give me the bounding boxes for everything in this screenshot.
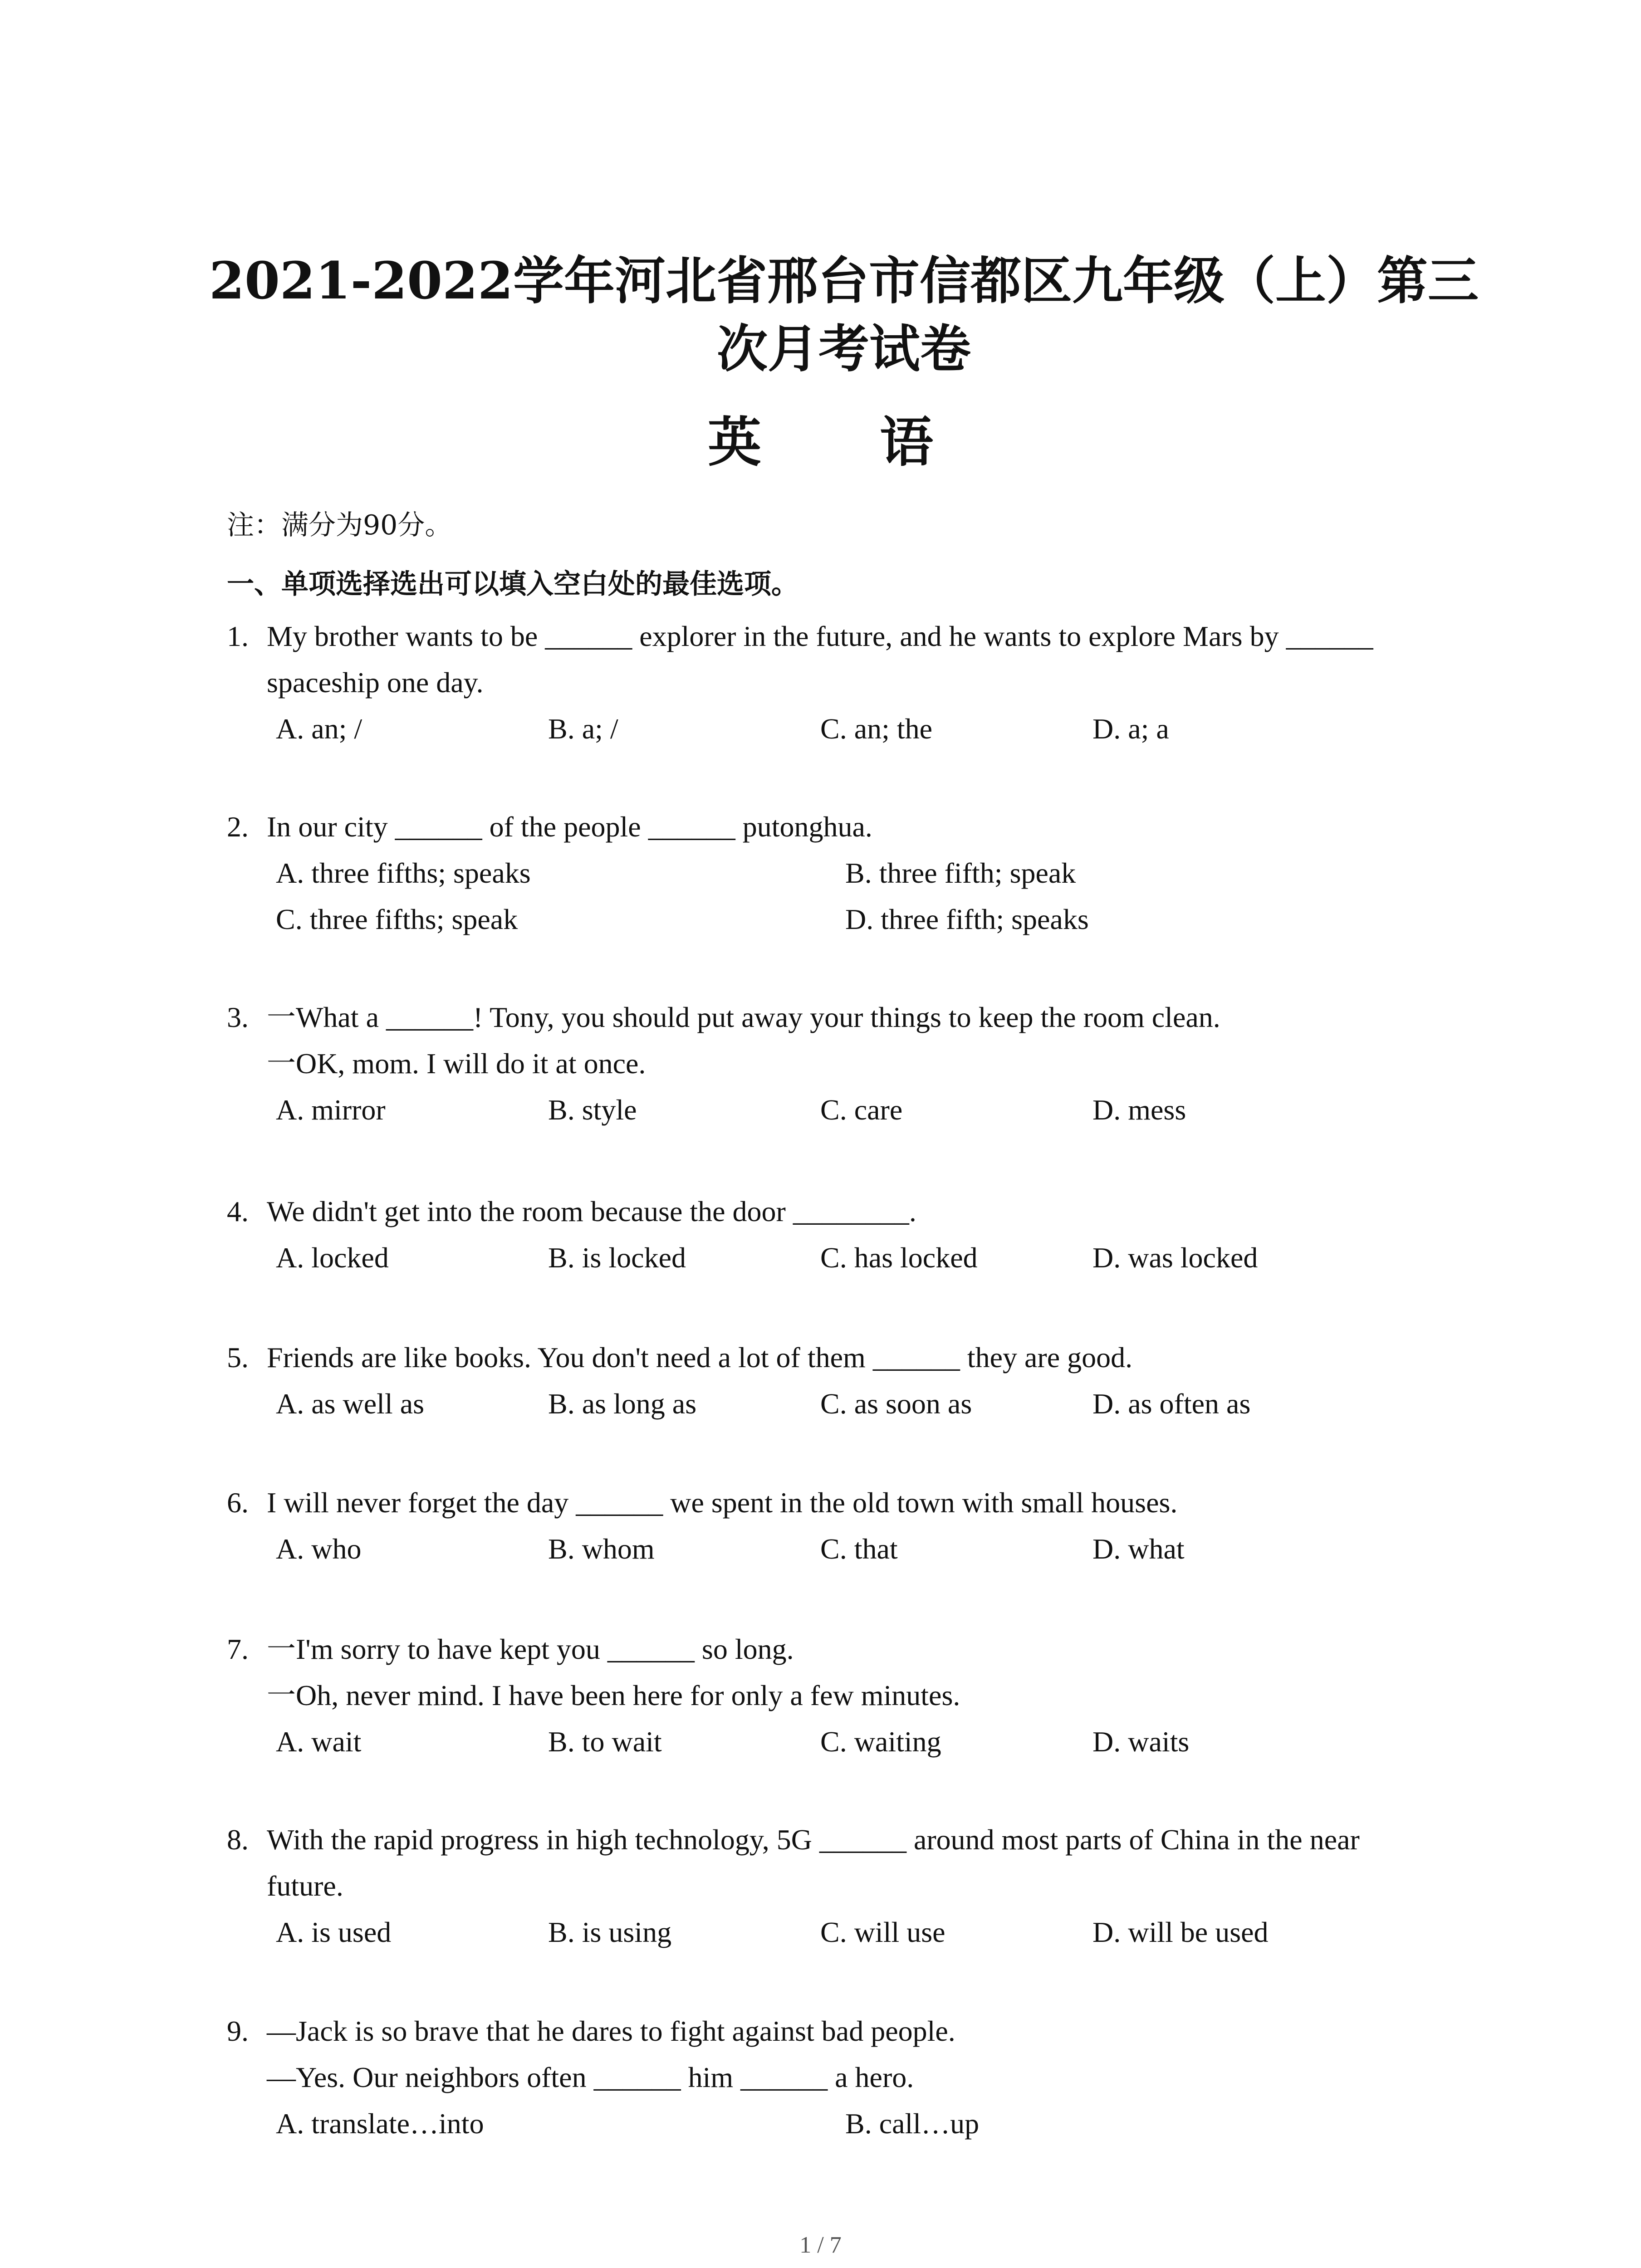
question-8 [227,1817,1461,1955]
question-stem-line: We didn't get into the room because the door ________. [267,1195,916,1227]
option-c[interactable]: C. has locked [820,1242,978,1274]
question-stem-line: My brother wants to be ______ explorer in the future, and he wants to explore Mars by ______ [267,620,1373,652]
option-row [276,706,1461,752]
option-row [276,2101,1461,2147]
option-row [276,1381,1461,1427]
option-b[interactable]: B. a; / [548,713,618,745]
question-stem-line: spaceship one day. [267,666,484,699]
question-stem [267,2008,1461,2101]
option-c[interactable]: C. will use [820,1916,945,1948]
option-d[interactable]: D. three fifth; speaks [845,903,1089,935]
option-b[interactable]: B. to wait [548,1725,662,1758]
option-c[interactable]: C. waiting [820,1725,941,1758]
question-stem-line: 一Oh, never mind. I have been here for only a few minutes. [267,1679,960,1711]
option-a[interactable]: A. an; / [276,713,362,745]
question-number: 8. [227,1823,249,1856]
question-5 [227,1334,1461,1427]
option-d[interactable]: D. as often as [1092,1388,1251,1420]
option-row [276,1909,1461,1955]
question-stem [267,1188,1461,1235]
option-a[interactable]: A. three fifths; speaks [276,857,531,889]
option-b[interactable]: B. call…up [845,2107,980,2140]
question-stem [267,1817,1461,1909]
subject-heading: 英 语 [707,411,984,474]
question-number: 2. [227,811,249,843]
question-stem-line: Friends are like books. You don't need a lot of them ______ they are good. [267,1341,1133,1374]
question-stem [267,1626,1461,1719]
option-a[interactable]: A. is used [276,1916,392,1948]
option-row [276,1087,1461,1133]
question-stem-line: 一What a ______! Tony, you should put away your things to keep the room clean. [267,1001,1220,1033]
question-number: 1. [227,620,249,652]
question-stem [267,1334,1461,1381]
option-d[interactable]: D. was locked [1092,1242,1258,1274]
question-stem [267,994,1461,1087]
option-row [276,1719,1461,1765]
option-a[interactable]: A. who [276,1533,362,1565]
question-stem-line: —Jack is so brave that he dares to fight against bad people. [267,2015,955,2047]
option-c[interactable]: C. that [820,1533,898,1565]
option-c[interactable]: C. care [820,1094,903,1126]
question-stem-line: In our city ______ of the people ______ putonghua. [267,811,872,843]
option-b[interactable]: B. style [548,1094,637,1126]
question-stem-line: future. [267,1870,343,1902]
question-number: 7. [227,1633,249,1665]
question-stem-line: —Yes. Our neighbors often ______ him ______ a hero. [267,2061,914,2093]
question-number: 4. [227,1195,249,1227]
question-number: 6. [227,1486,249,1519]
option-a[interactable]: A. as well as [276,1388,425,1420]
option-c[interactable]: C. three fifths; speak [276,903,518,935]
question-stem-line: With the rapid progress in high technology, 5G ______ around most parts of China in the near [267,1823,1360,1856]
option-d[interactable]: D. waits [1092,1725,1190,1758]
option-b[interactable]: B. is using [548,1916,672,1948]
question-stem [267,1480,1461,1526]
option-row [276,1235,1461,1281]
option-row [276,850,1461,896]
option-b[interactable]: B. whom [548,1533,655,1565]
question-stem [267,613,1461,706]
question-7 [227,1626,1461,1765]
option-d[interactable]: D. will be used [1092,1916,1269,1948]
section-title: 一、单项选择选出可以填入空白处的最佳选项。 [227,568,798,600]
question-2 [227,804,1461,943]
question-stem [267,804,1461,850]
question-stem-line: I will never forget the day ______ we spent in the old town with small houses. [267,1486,1178,1519]
question-stem-line: 一OK, mom. I will do it at once. [267,1047,646,1080]
option-d[interactable]: D. mess [1092,1094,1186,1126]
option-b[interactable]: B. three fifth; speak [845,857,1076,889]
option-c[interactable]: C. as soon as [820,1388,972,1420]
score-note: 注：满分为90分。 [227,509,452,541]
question-number: 5. [227,1341,249,1374]
option-b[interactable]: B. is locked [548,1242,686,1274]
option-a[interactable]: A. wait [276,1725,362,1758]
question-1 [227,613,1461,752]
option-a[interactable]: A. mirror [276,1094,386,1126]
page-number: 1 / 7 [799,2232,842,2258]
option-d[interactable]: D. what [1092,1533,1185,1565]
question-number: 9. [227,2015,249,2047]
question-4 [227,1188,1461,1281]
option-row [276,1526,1461,1572]
question-9 [227,2008,1461,2147]
question-3 [227,994,1461,1133]
option-c[interactable]: C. an; the [820,713,933,745]
option-row [276,896,1461,943]
exam-title [191,247,1497,383]
question-stem-line: 一I'm sorry to have kept you ______ so long. [267,1633,794,1665]
option-a[interactable]: A. translate…into [276,2107,484,2140]
option-d[interactable]: D. a; a [1092,713,1169,745]
question-number: 3. [227,1001,249,1033]
option-a[interactable]: A. locked [276,1242,389,1274]
exam-title-line-2: 次月考试卷 [717,319,971,379]
exam-title-line-1: 2021-2022学年河北省邢台市信都区九年级（上）第三 [209,251,1479,311]
option-b[interactable]: B. as long as [548,1388,697,1420]
question-6 [227,1480,1461,1572]
